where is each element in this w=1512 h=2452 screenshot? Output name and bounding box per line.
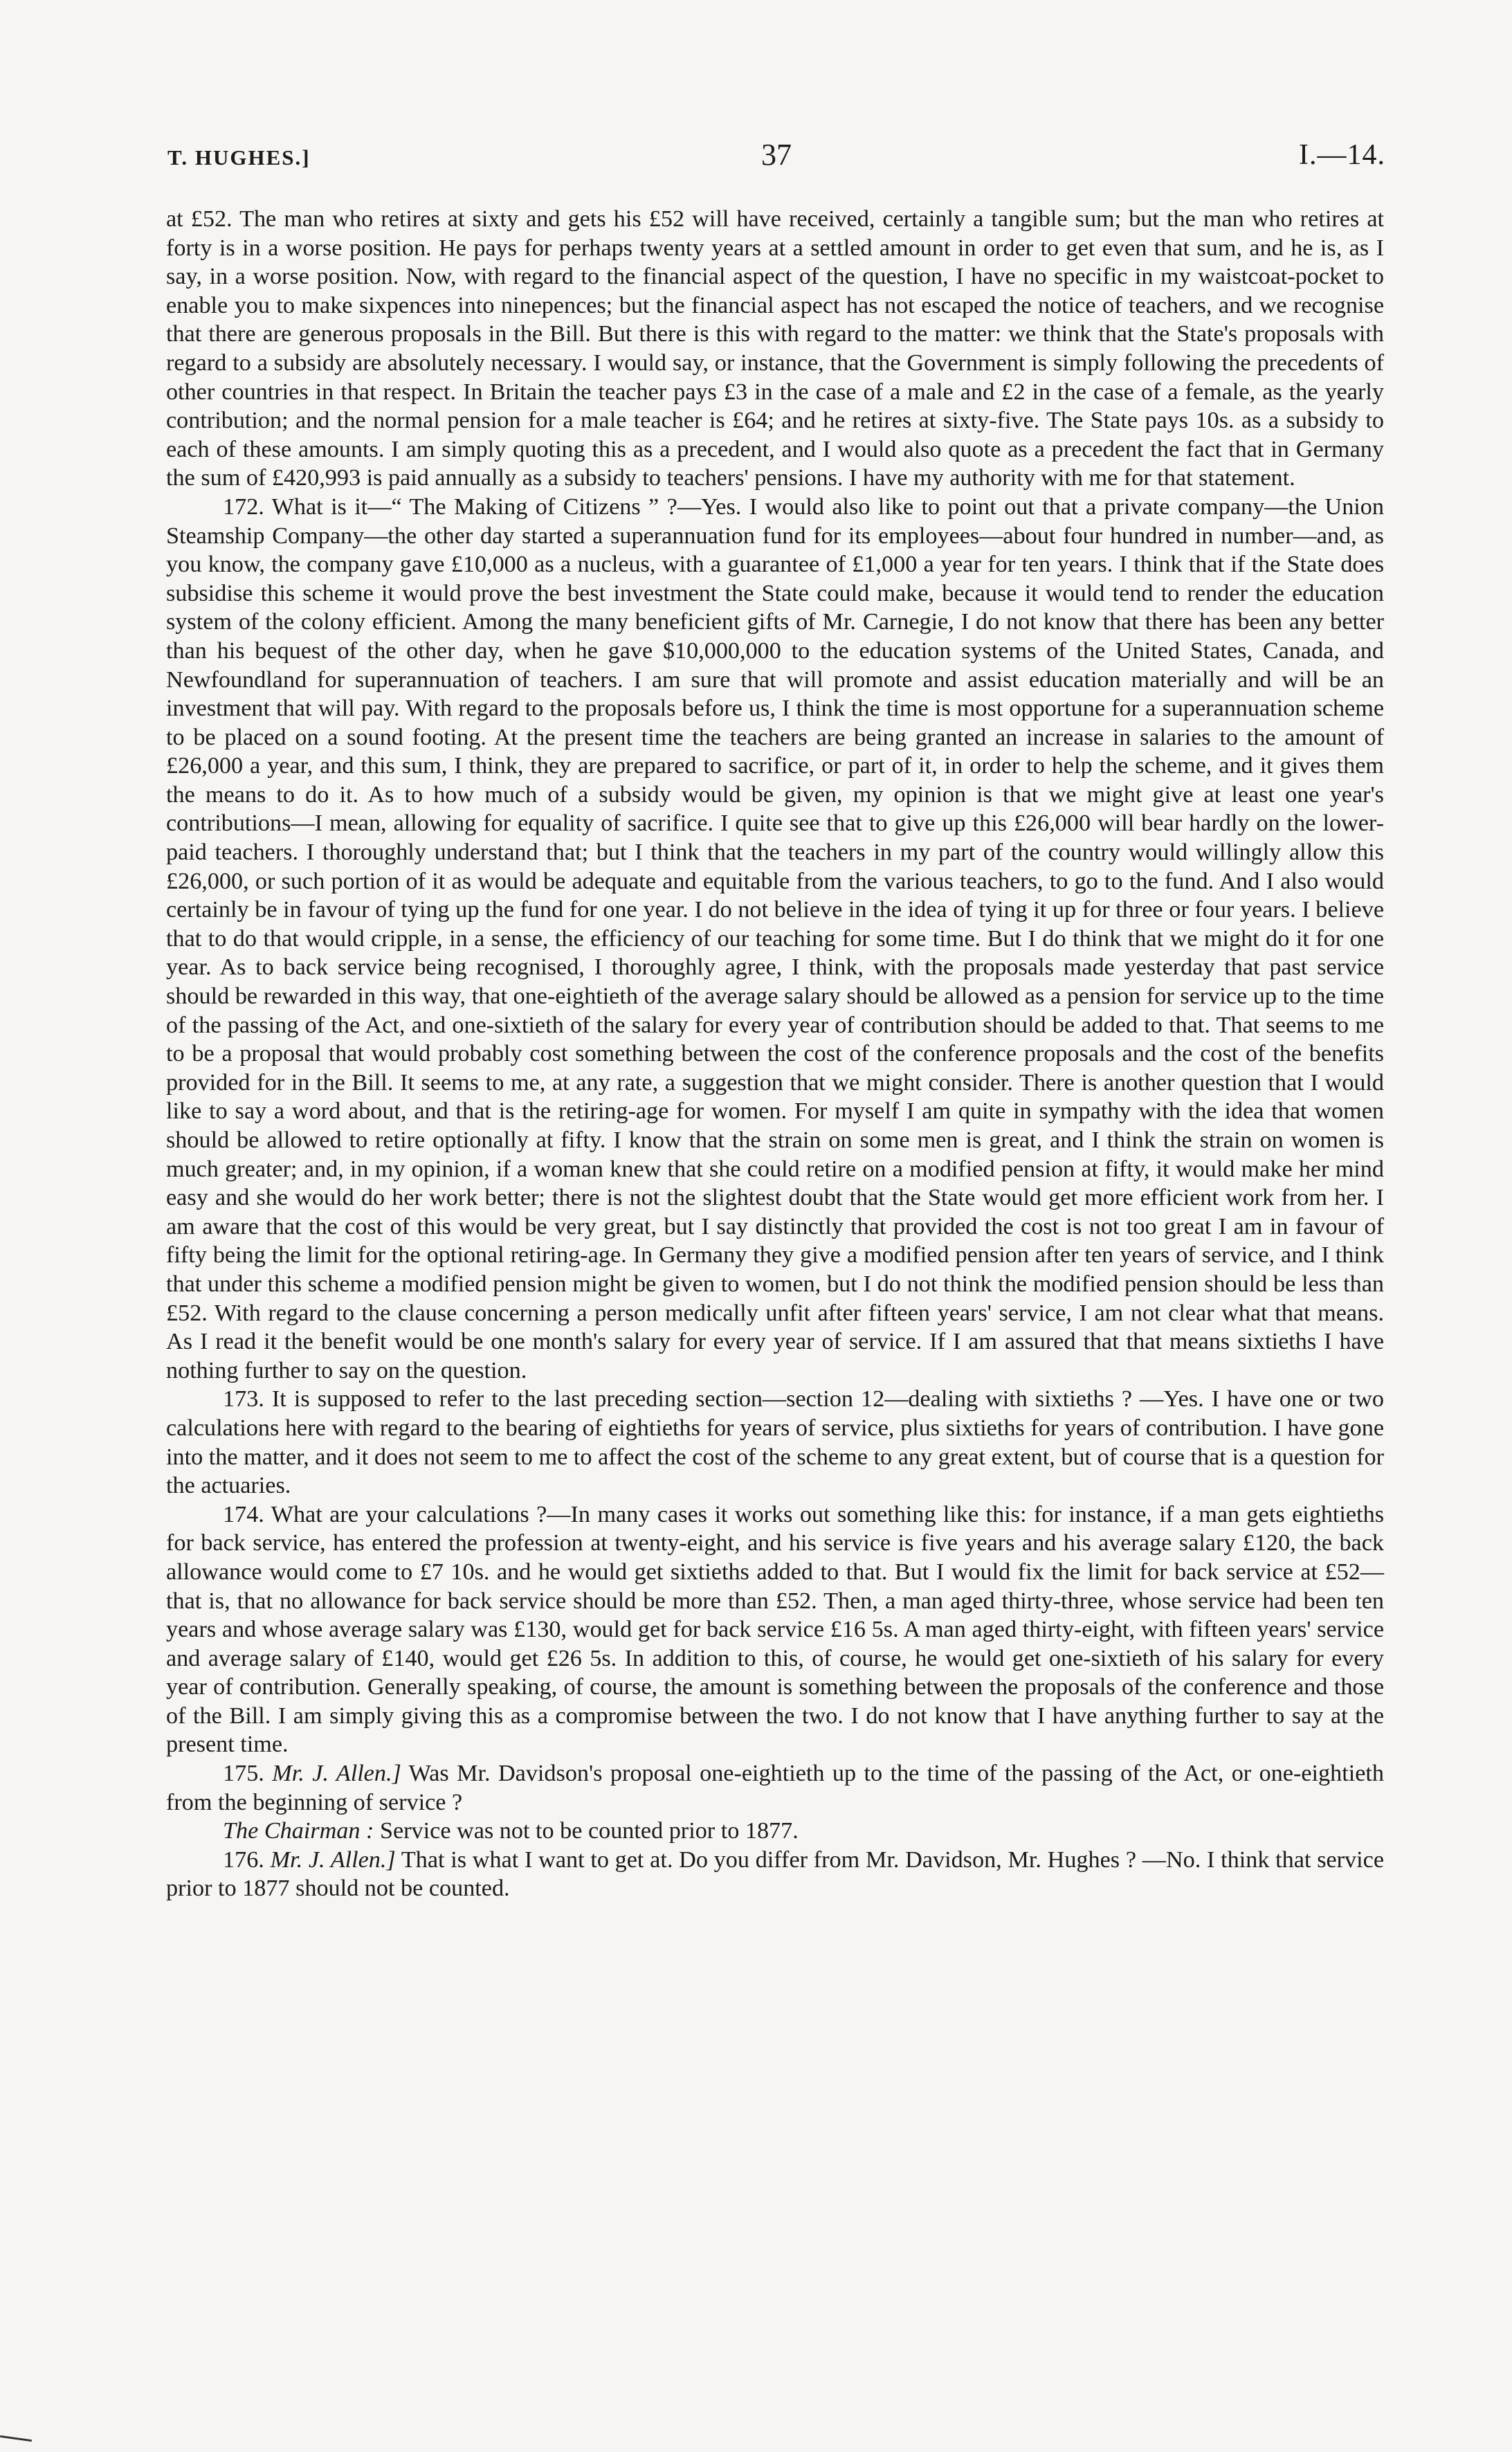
question-number: 173. bbox=[223, 1386, 264, 1413]
question-number: 175. bbox=[223, 1761, 264, 1787]
paragraph-text: That is what I want to get at. Do you differ from Mr. Davidson, Mr. Hughes ? —No. I think that service prior to 1877 should not be counted. bbox=[166, 1846, 1384, 1902]
header-witness-name: T. HUGHES.] bbox=[167, 145, 311, 170]
paragraph-question-173 bbox=[166, 1385, 1384, 1500]
header-document-ref: I.—14. bbox=[1299, 139, 1385, 171]
paragraph-chairman bbox=[166, 1817, 1384, 1846]
speaker-name: Mr. J. Allen.] bbox=[270, 1846, 396, 1873]
paragraph-question-175 bbox=[166, 1759, 1384, 1817]
paragraph-text: Was Mr. Davidson's proposal one-eightieth up to the time of the passing of the Act, or one-eightieth from the beginning of service ? bbox=[166, 1761, 1384, 1815]
paragraph-question-174 bbox=[166, 1500, 1384, 1759]
chairman-label: The Chairman : bbox=[223, 1818, 374, 1844]
page-header bbox=[167, 136, 1385, 177]
paragraph-text: It is supposed to refer to the last preceding section—section 12—dealing with sixtieths ? —Yes. I have one or two calculations here with regard to the bearing of eightieths for years of service, plus sixtieths for years of contribution. I have gone into the matter, and it does not seem to me to affect the cost of the scheme to any great extent, but of course that is a question for the actuaries. bbox=[166, 1386, 1384, 1499]
paragraph-question-176 bbox=[166, 1846, 1384, 1903]
paragraph-text: Service was not to be counted prior to 1877. bbox=[379, 1818, 799, 1844]
paragraph-text: What are your calculations ?—In many cases it works out something like this: for instance, if a man gets eightieths for back service, has entered the profession at twenty-eight, and his service is five years and his average salary £120, the back allowance would come to £7 10s. and he would get sixtieths added to that. But I would fix the limit for back service at £52—that is, that no allowance for back service should be more than £52. Then, a man aged thirty-three, whose service had been ten years and whose average salary was £130, would get for back service £16 5s. A man aged thirty-eight, with fifteen years' service and average salary of £140, would get £26 5s. In addition to this, of course, he would get one-sixtieth of his salary for every year of contribution. Generally speaking, of course, the amount is something between the proposals of the conference and those of the Bill. I am simply giving this as a compromise between the two. I do not know that I have anything further to say at the present time. bbox=[166, 1501, 1384, 1758]
paragraph-question-172 bbox=[166, 493, 1384, 1385]
paragraph-text: What is it—“ The Making of Citizens ” ?—Yes. I would also like to point out that a private company—the Union Steamship Company—the other day started a superannuation fund for its employees—about four hundred in number—and, as you know, the company gave £10,000 as a nucleus, with a guarantee of £1,000 a year for ten years. I think that if the State does subsidise this scheme it would prove the best investment the State could make, because it would tend to render the education system of the colony efficient. Among the many beneficient gifts of Mr. Carnegie, I do not know that there has been any better than his bequest of the other day, when he gave $10,000,000 to the education systems of the United States, Canada, and Newfoundland for superannuation of teachers. I am sure that will promote and assist education materially and will be an investment that will pay. With regard to the proposals before us, I think the time is most opportune for a superannuation scheme to be placed on a sound footing. At the present time the teachers are being granted an increase in salaries to the amount of £26,000 a year, and this sum, I think, they are prepared to sacrifice, or part of it, in order to help the scheme, and it gives them the means to do it. As to how much of a subsidy would be given, my opinion is that we might give at least one year's contributions—I mean, allowing for equality of sacrifice. I quite see that to give up this £26,000 will bear hardly on the lower-paid teachers. I thoroughly understand that; but I think that the teachers in my part of the country would willingly allow this £26,000, or such portion of it as would be adequate and equitable from the various teachers, to go to the fund. And I also would certainly be in favour of tying up the fund for one year. I do not believe in the idea of tying it up for three or four years. I believe that to do that would cripple, in a sense, the efficiency of our teaching for some time. But I do think that we might do it for one year. As to back service being recognised, I thoroughly agree, I think, with the proposals made yesterday that past service should be rewarded in this way, that one-eightieth of the average salary should be allowed as a pension for service up to the time of the passing of the Act, and one-sixtieth of the salary for every year of contribution should be added to that. That seems to me to be a proposal that would probably cost something between the cost of the conference proposals and the cost of the benefits provided for in the Bill. It seems to me, at any rate, a suggestion that we might consider. There is another question that I would like to say a word about, and that is the retiring-age for women. For myself I am quite in sympathy with the idea that women should be allowed to retire optionally at fifty. I know that the strain on some men is great, and I think the strain on women is much greater; and, in my opinion, if a woman knew that she could retire on a modified pension at fifty, it would make her mind easy and she would do her work better; there is not the slightest doubt that the State would get more efficient work from her. I am aware that the cost of this would be very great, but I say distinctly that provided the cost is not too great I am in favour of fifty being the limit for the optional retiring-age. In Germany they give a modified pension after ten years of service, and I think that under this scheme a modified pension might be given to women, but I do not think the modified pension should be less than £52. With regard to the clause concerning a person medically unfit after fifteen years' service, I am not clear what that means. As I read it the benefit would be one month's salary for every year of service. If I am assured that that means sixtieths I have nothing further to say on the question. bbox=[166, 493, 1384, 1383]
speaker-name: Mr. J. Allen.] bbox=[272, 1761, 401, 1787]
page-body bbox=[166, 205, 1384, 1903]
question-number: 176. bbox=[223, 1846, 264, 1873]
question-number: 174. bbox=[223, 1501, 264, 1527]
question-number: 172. bbox=[223, 493, 264, 520]
page-number: 37 bbox=[761, 138, 792, 172]
paragraph-text: at £52. The man who retires at sixty and gets his £52 will have received, certainly a tangible sum; but the man who retires at forty is in a worse position. He pays for perhaps twenty years at a settled amount in order to get even that sum, and he is, as I say, in a worse position. Now, with regard to the financial aspect of the question, I have no specific in my waistcoat-pocket to enable you to make sixpences into ninepences; but the financial aspect has not escaped the notice of teachers, and we recognise that there are generous proposals in the Bill. But there is this with regard to the matter: we think that the State's proposals with regard to a subsidy are absolutely necessary. I would say, or instance, that the Government is simply following the precedents of other countries in that respect. In Britain the teacher pays £3 in the case of a male and £2 in the case of a female, as the yearly contribution; and the normal pension for a male teacher is £64; and he retires at sixty-five. The State pays 10s. as a subsidy to each of these amounts. I am simply quoting this as a precedent, and I would also quote as a precedent the fact that in Germany the sum of £420,993 is paid annually as a subsidy to teachers' pensions. I have my authority with me for that statement. bbox=[166, 206, 1384, 491]
paragraph-continuation bbox=[166, 205, 1384, 493]
margin-mark bbox=[0, 2435, 32, 2442]
